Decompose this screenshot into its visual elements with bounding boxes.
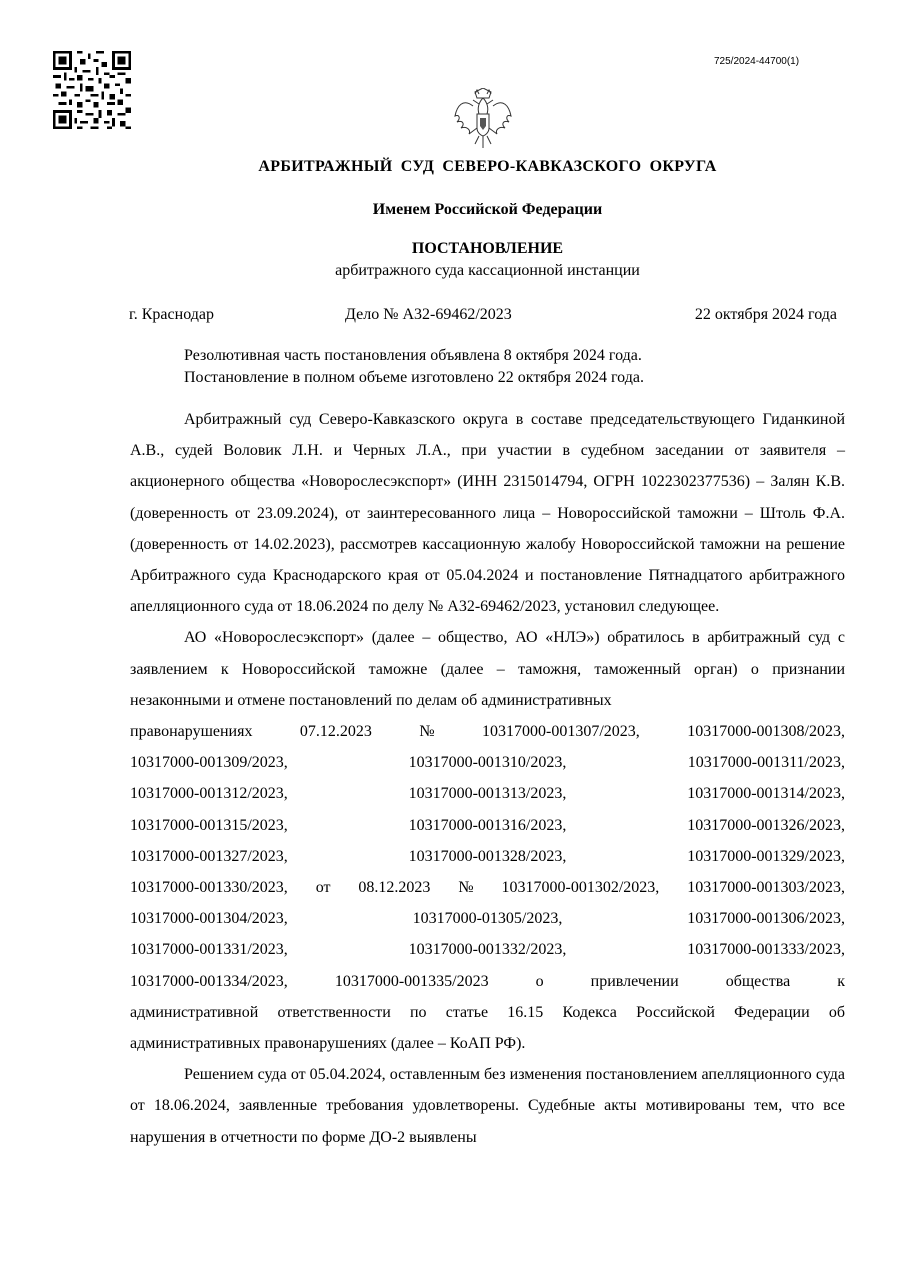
text-fragment: № [419,723,435,741]
text-fragment: от [315,879,331,897]
document-body [130,404,845,1153]
case-number-item: 10317000-001306/2023, [687,910,845,928]
case-number-item: 10317000-001326/2023, [687,816,845,834]
text-fragment: 10317000-001308/2023, [687,723,845,741]
note-line-2: Постановление в полном объеме изготовлено 22 октября 2024 года. [184,369,644,386]
case-number-item: 10317000-001313/2023, [408,785,567,803]
case-number-grid [130,903,845,965]
decision-date: 22 октября 2024 года [694,306,837,323]
case-number-item: 10317000-001331/2023, [130,941,288,959]
case-number-item: 10317000-001333/2023, [687,941,845,959]
coat-of-arms-icon [453,88,513,152]
case-number-item: 10317000-001315/2023, [130,816,288,834]
case-number-item: 10317000-01305/2023, [412,910,563,928]
case-number-item: 10317000-001309/2023, [130,754,288,772]
paragraph-2-end: административной ответственности по статье 16.15 Кодекса Российской Федерации об административных правонарушениях (далее – КоАП РФ). [130,1003,845,1053]
text-fragment: правонарушениях [130,723,253,741]
case-number-item: 10317000-001327/2023, [130,847,288,865]
instance-subheading: арбитражного суда кассационной инстанции [335,262,640,279]
court-name-heading: АРБИТРАЖНЫЙ СУД СЕВЕРО-КАВКАЗСКОГО ОКРУГА [258,158,717,175]
paragraph-3: Решением суда от 05.04.2024, оставленным без изменения постановлением апелляционного суда от 18.06.2024, заявленные требования удовлетворены. Судебные акты мотивированы тем, что все нарушения в отчетности по форме ДО-2 выявлены [130,1066,845,1146]
place-date-line [129,306,837,328]
text-fragment: 10317000-001330/2023, [130,879,288,897]
text-fragment: к [837,972,845,990]
case-number-item: 10317000-001304/2023, [130,910,288,928]
text-fragment: 10317000-001335/2023 [334,972,489,990]
case-list-line [130,872,845,903]
text-fragment: № [458,879,474,897]
text-fragment: 10317000-001302/2023, [501,879,660,897]
text-fragment: 10317000-001307/2023, [482,723,640,741]
city: г. Краснодар [129,306,214,323]
text-fragment: 10317000-001334/2023, [130,972,288,990]
case-number-item: 10317000-001314/2023, [687,785,845,803]
case-number-grid [130,747,845,872]
text-fragment: 10317000-001303/2023, [687,879,845,897]
in-name-of-heading: Именем Российской Федерации [372,201,603,218]
paragraph-2-intro: АО «Новорослесэкспорт» (далее – общество, АО «НЛЭ») обратилось в арбитражный суд с заявлением к Новороссийской таможне (далее – таможня, таможенный орган) о признании незаконными и отмене постановлений по делам об административных [130,629,845,709]
text-fragment: привлечении [590,972,679,990]
case-number-item: 10317000-001311/2023, [687,754,845,772]
note-line-1: Резолютивная часть постановления объявлена 8 октября 2024 года. [184,347,642,364]
document-number: 725/2024-44700(1) [714,56,800,67]
case-number-item: 10317000-001316/2023, [408,816,567,834]
case-number: Дело № А32-69462/2023 [345,306,512,323]
qr-code-icon [53,51,131,129]
case-number-item: 10317000-001332/2023, [408,941,567,959]
text-fragment: 08.12.2023 [358,879,431,897]
text-fragment: о [535,972,544,990]
case-number-item: 10317000-001328/2023, [408,847,567,865]
case-list-line [130,716,845,747]
document-type-heading: ПОСТАНОВЛЕНИЕ [411,240,564,257]
text-fragment: 07.12.2023 [299,723,372,741]
case-number-item: 10317000-001312/2023, [130,785,288,803]
case-number-item: 10317000-001329/2023, [687,847,845,865]
case-list-line [130,966,845,997]
case-number-item: 10317000-001310/2023, [408,754,567,772]
paragraph-1: Арбитражный суд Северо-Кавказского округа в составе председательствующего Гиданкиной А.В., судей Воловик Л.Н. и Черных Л.А., при участии в судебном заседании от заявителя – акционерного общества «Новорослесэкспорт» (ИНН 2315014794, ОГРН 1022302377536) – Залян К.В. (доверенность от 23.09.2024), от заинтересованного лица – Новороссийской таможни – Штоль Ф.А. (доверенность от 14.02.2023), рассмотрев кассационную жалобу Новороссийской таможни на решение Арбитражного суда Краснодарского края от 05.04.2024 и постановление Пятнадцатого арбитражного апелляционного суда от 18.06.2024 по делу № А32-69462/2023, установил следующее. [130,411,845,616]
text-fragment: общества [725,972,791,990]
